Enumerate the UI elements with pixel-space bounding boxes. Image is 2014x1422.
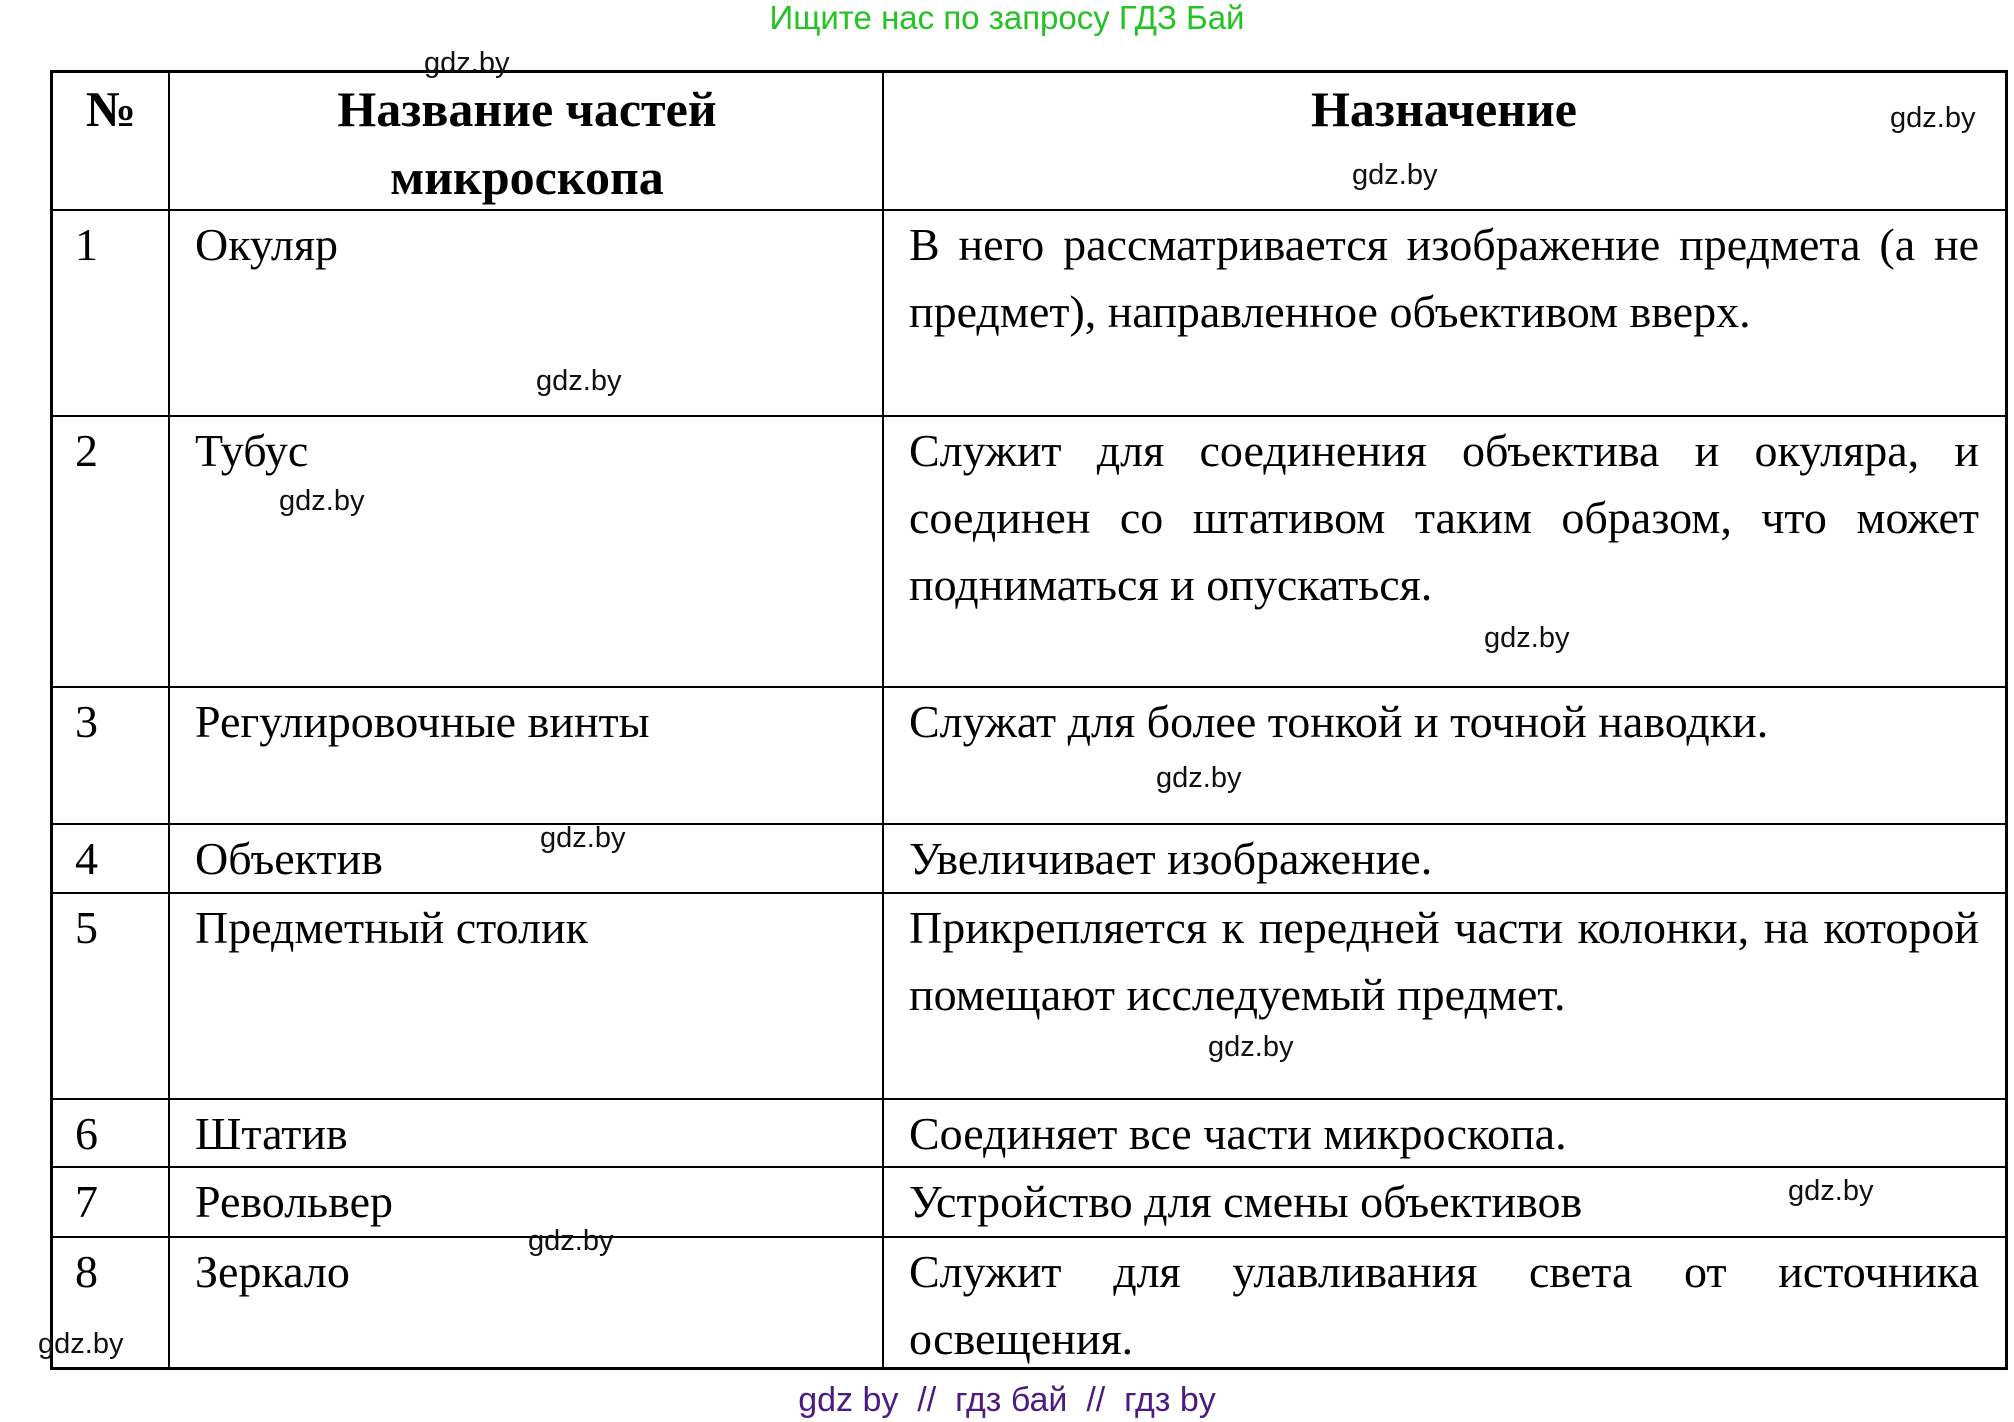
- row-number: 5: [75, 902, 98, 953]
- part-purpose: Служит для улавливания света от источника освещения.: [909, 1246, 1979, 1364]
- watermark: gdz.by: [279, 485, 365, 517]
- header-number: №: [85, 81, 137, 137]
- part-name: Штатив: [195, 1108, 348, 1159]
- part-purpose: Служит для соединения объектива и окуляра, и соединен со штативом таким образом, что может подниматься и опускаться.: [909, 425, 1979, 610]
- table-row: [53, 1166, 2005, 1236]
- watermark: gdz.by: [1156, 762, 1242, 794]
- part-purpose: Увеличивает изображение.: [909, 833, 1433, 884]
- part-name: Зеркало: [195, 1246, 350, 1297]
- watermark: gdz.by: [38, 1328, 124, 1360]
- watermark: gdz.by: [1208, 1031, 1294, 1063]
- table-header-row: [53, 73, 2005, 209]
- table-row: [53, 1098, 2005, 1166]
- table-row: [53, 686, 2005, 823]
- watermark: gdz.by: [424, 47, 510, 79]
- header-purpose: Назначение: [1311, 81, 1577, 137]
- table-row: [53, 1236, 2005, 1370]
- row-number: 7: [75, 1176, 98, 1227]
- part-purpose: Соединяет все части микроскопа.: [909, 1108, 1567, 1159]
- watermark: gdz.by: [540, 822, 626, 854]
- watermark: gdz.by: [536, 365, 622, 397]
- table-row: [53, 892, 2005, 1098]
- table-row: [53, 209, 2005, 415]
- part-name: Предметный столик: [195, 902, 588, 953]
- part-name: Окуляр: [195, 219, 339, 270]
- watermark: gdz.by: [1890, 102, 1976, 134]
- part-name: Тубус: [195, 425, 309, 476]
- table-row: [53, 823, 2005, 892]
- row-number: 1: [75, 219, 98, 270]
- part-name: Регулировочные винты: [195, 696, 650, 747]
- part-purpose: Прикрепляется к передней части колонки, на которой помещают исследуемый предмет.: [909, 902, 1979, 1020]
- row-number: 3: [75, 696, 98, 747]
- row-number: 8: [75, 1246, 98, 1297]
- part-purpose: В него рассматривается изображение предмета (а не предмет), направленное объективом вверх.: [909, 219, 1979, 337]
- part-name: Револьвер: [195, 1176, 393, 1227]
- row-number: 6: [75, 1108, 98, 1159]
- watermark: gdz.by: [1352, 159, 1438, 191]
- header-part-name: Название частей микроскопа: [337, 81, 717, 205]
- part-purpose: Устройство для смены объективов: [909, 1176, 1583, 1227]
- part-purpose: Служат для более тонкой и точной наводки.: [909, 696, 1769, 747]
- watermark: gdz.by: [528, 1225, 614, 1257]
- microscope-parts-table: [50, 70, 2008, 1370]
- row-number: 2: [75, 425, 98, 476]
- footer-links: gdz by // гдз бай // гдз by: [798, 1381, 1216, 1419]
- row-number: 4: [75, 833, 98, 884]
- part-name: Объектив: [195, 833, 383, 884]
- watermark: gdz.by: [1484, 622, 1570, 654]
- search-banner: Ищите нас по запросу ГДЗ Бай: [769, 0, 1245, 36]
- table-row: [53, 415, 2005, 686]
- watermark: gdz.by: [1788, 1175, 1874, 1207]
